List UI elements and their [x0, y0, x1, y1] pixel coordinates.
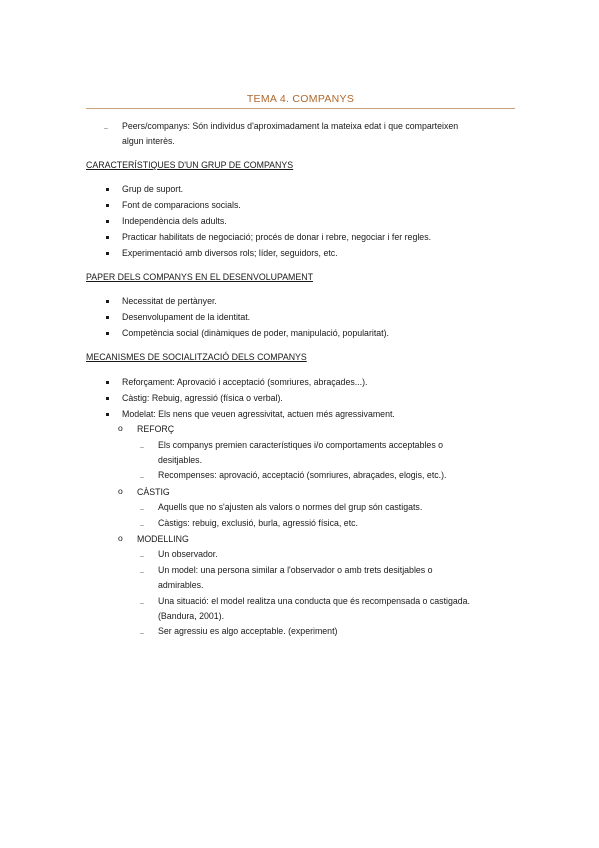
sub-point-line: Un observador.	[158, 549, 218, 559]
sub-point-line: admirables.	[158, 580, 204, 590]
sub-heading-castig: CÀSTIG	[137, 487, 170, 497]
dash-marker: –	[140, 630, 144, 637]
list-item: Experimentació amb diversos rols; líder, seguidors, etc.	[122, 248, 338, 258]
dash-marker: –	[140, 553, 144, 560]
list-item: Modelat: Els nens que veuen agressivitat, actuen més agressivament.	[122, 409, 395, 419]
dash-marker: –	[140, 522, 144, 529]
dash-marker: –	[140, 444, 144, 451]
bullet	[106, 188, 109, 191]
bullet	[106, 316, 109, 319]
dash-marker: –	[104, 125, 108, 132]
list-item: Practicar habilitats de negociació; procés de donar i rebre, negociar i fer regles.	[122, 232, 432, 242]
list-item: Competència social (dinàmiques de poder, manipulació, popularitat).	[122, 328, 389, 338]
list-item: Necessitat de pertànyer.	[122, 296, 217, 306]
section-heading-role: PAPER DELS COMPANYS EN EL DESENVOLUPAMENT	[86, 272, 313, 282]
section-heading-characteristics: CARACTERÍSTIQUES D'UN GRUP DE COMPANYS	[86, 160, 294, 170]
dash-marker: –	[140, 506, 144, 513]
sub-point-line: Els companys premien característiques i/o comportaments acceptables o	[158, 440, 444, 450]
list-item: Desenvolupament de la identitat.	[122, 312, 251, 322]
bullet	[106, 236, 109, 239]
dash-marker: –	[140, 569, 144, 576]
bullet	[106, 381, 109, 384]
list-item: Font de comparacions socials.	[122, 200, 241, 210]
circle-marker: o	[118, 533, 123, 543]
bullet	[106, 252, 109, 255]
circle-marker: o	[118, 486, 123, 496]
bullet	[106, 332, 109, 335]
sub-point-line: Una situació: el model realitza una conducta que és recompensada o castigada.	[158, 596, 470, 606]
sub-point-line: desitjables.	[158, 455, 203, 465]
sub-point-line: (Bandura, 2001).	[158, 611, 225, 621]
list-item: Independència dels adults.	[122, 216, 227, 226]
list-item: Càstig: Rebuig, agressió (física o verbal).	[122, 393, 283, 403]
list-item: Reforçament: Aprovació i acceptació (somriures, abraçades...).	[122, 377, 368, 387]
sub-heading-reforc: REFORÇ	[137, 424, 175, 434]
sub-point-line: Càstigs: rebuig, exclusió, burla, agressió física, etc.	[158, 518, 358, 528]
bullet	[106, 220, 109, 223]
title-divider	[86, 108, 515, 109]
bullet	[106, 397, 109, 400]
dash-marker: –	[140, 474, 144, 481]
intro-line-1: Peers/companys: Són individus d'aproximadament la mateixa edat i que comparteixen	[122, 121, 459, 131]
sub-heading-modelling: MODELLING	[137, 534, 189, 544]
list-item: Grup de suport.	[122, 184, 184, 194]
bullet	[106, 413, 109, 416]
section-heading-mechanisms: MECANISMES DE SOCIALITZACIÓ DELS COMPANYS	[86, 352, 307, 362]
sub-point-line: Un model: una persona similar a l'observador o amb trets desitjables o	[158, 565, 433, 575]
intro-line-2: algun interès.	[122, 136, 175, 146]
bullet	[106, 204, 109, 207]
bullet	[106, 300, 109, 303]
sub-point-line: Ser agressiu es algo acceptable. (experiment)	[158, 626, 338, 636]
page-title: TEMA 4. COMPANYS	[246, 93, 355, 105]
circle-marker: o	[118, 423, 123, 433]
sub-point-line: Aquells que no s'ajusten als valors o normes del grup són castigats.	[158, 502, 423, 512]
dash-marker: –	[140, 600, 144, 607]
sub-point-line: Recompenses: aprovació, acceptació (somriures, abraçades, elogis, etc.).	[158, 470, 447, 480]
